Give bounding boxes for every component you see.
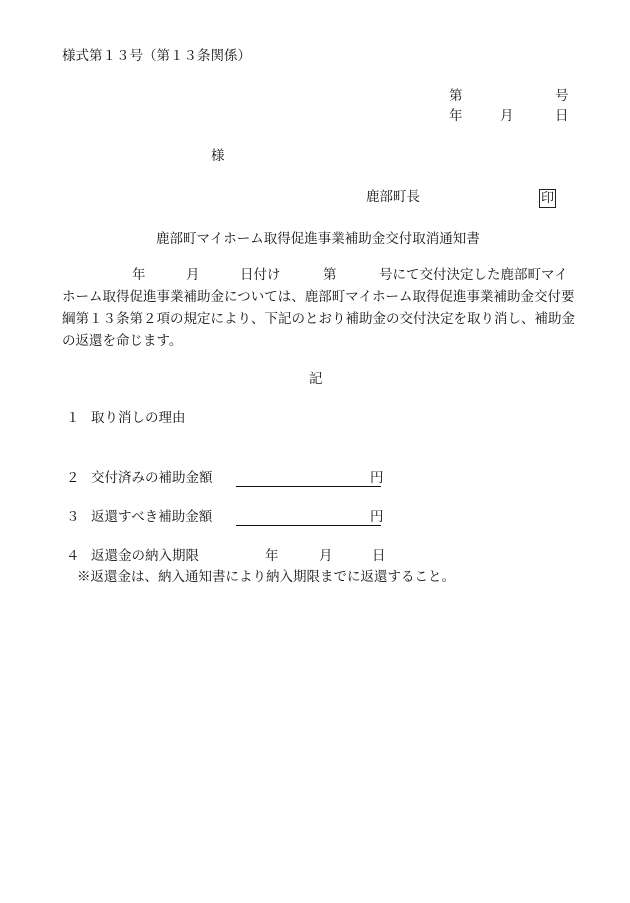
doc-title: 鹿部町マイホーム取得促進事業補助金交付取消通知書 [156,231,480,247]
item-3-label: 返還すべき補助金額 [91,509,213,525]
date-year: 年 [449,108,463,124]
issuer-title: 鹿部町長 [366,189,420,205]
item-3-number: ３ [66,509,80,525]
item-1-label: 取り消しの理由 [91,410,186,426]
item-2-amount-blank [236,470,381,487]
date-month: 月 [500,108,514,124]
body-line4: の返還を命じます。 [62,333,183,349]
item-3-unit: 円 [370,509,384,525]
item-2-unit: 円 [370,470,384,486]
body-month: 月 [186,267,200,283]
repayment-note: ※返還金は、納入通知書により納入期限までに返還すること。 [77,569,455,585]
item-4-month: 月 [319,548,333,564]
item-4-day: 日 [372,548,386,564]
ki-heading: 記 [309,371,323,387]
item-2-number: ２ [66,470,80,486]
doc-number-go: 号 [555,88,569,104]
seal-mark [539,189,556,208]
addressee-suffix: 様 [211,148,225,164]
body-line1-rest: 号にて交付決定した鹿部町マイ [379,267,568,283]
form-label: 様式第１３号（第１３条関係） [62,48,251,64]
body-dai: 第 [323,267,337,283]
item-4-number: ４ [66,548,80,564]
item-4-year: 年 [265,548,279,564]
item-4-label: 返還金の納入期限 [91,548,199,564]
item-2-label: 交付済みの補助金額 [91,470,213,486]
item-3-amount-blank [236,509,381,526]
body-year: 年 [132,267,146,283]
body-day-dated: 日付け [240,267,281,283]
body-line2: ホーム取得促進事業補助金については、鹿部町マイホーム取得促進事業補助金交付要 [62,289,575,305]
date-day: 日 [555,108,569,124]
item-1-number: １ [66,410,80,426]
body-line3: 綱第１３条第２項の規定により、下記のとおり補助金の交付決定を取り消し、補助金 [62,311,575,327]
seal-text: 印 [541,191,555,206]
doc-number-dai: 第 [449,88,463,104]
